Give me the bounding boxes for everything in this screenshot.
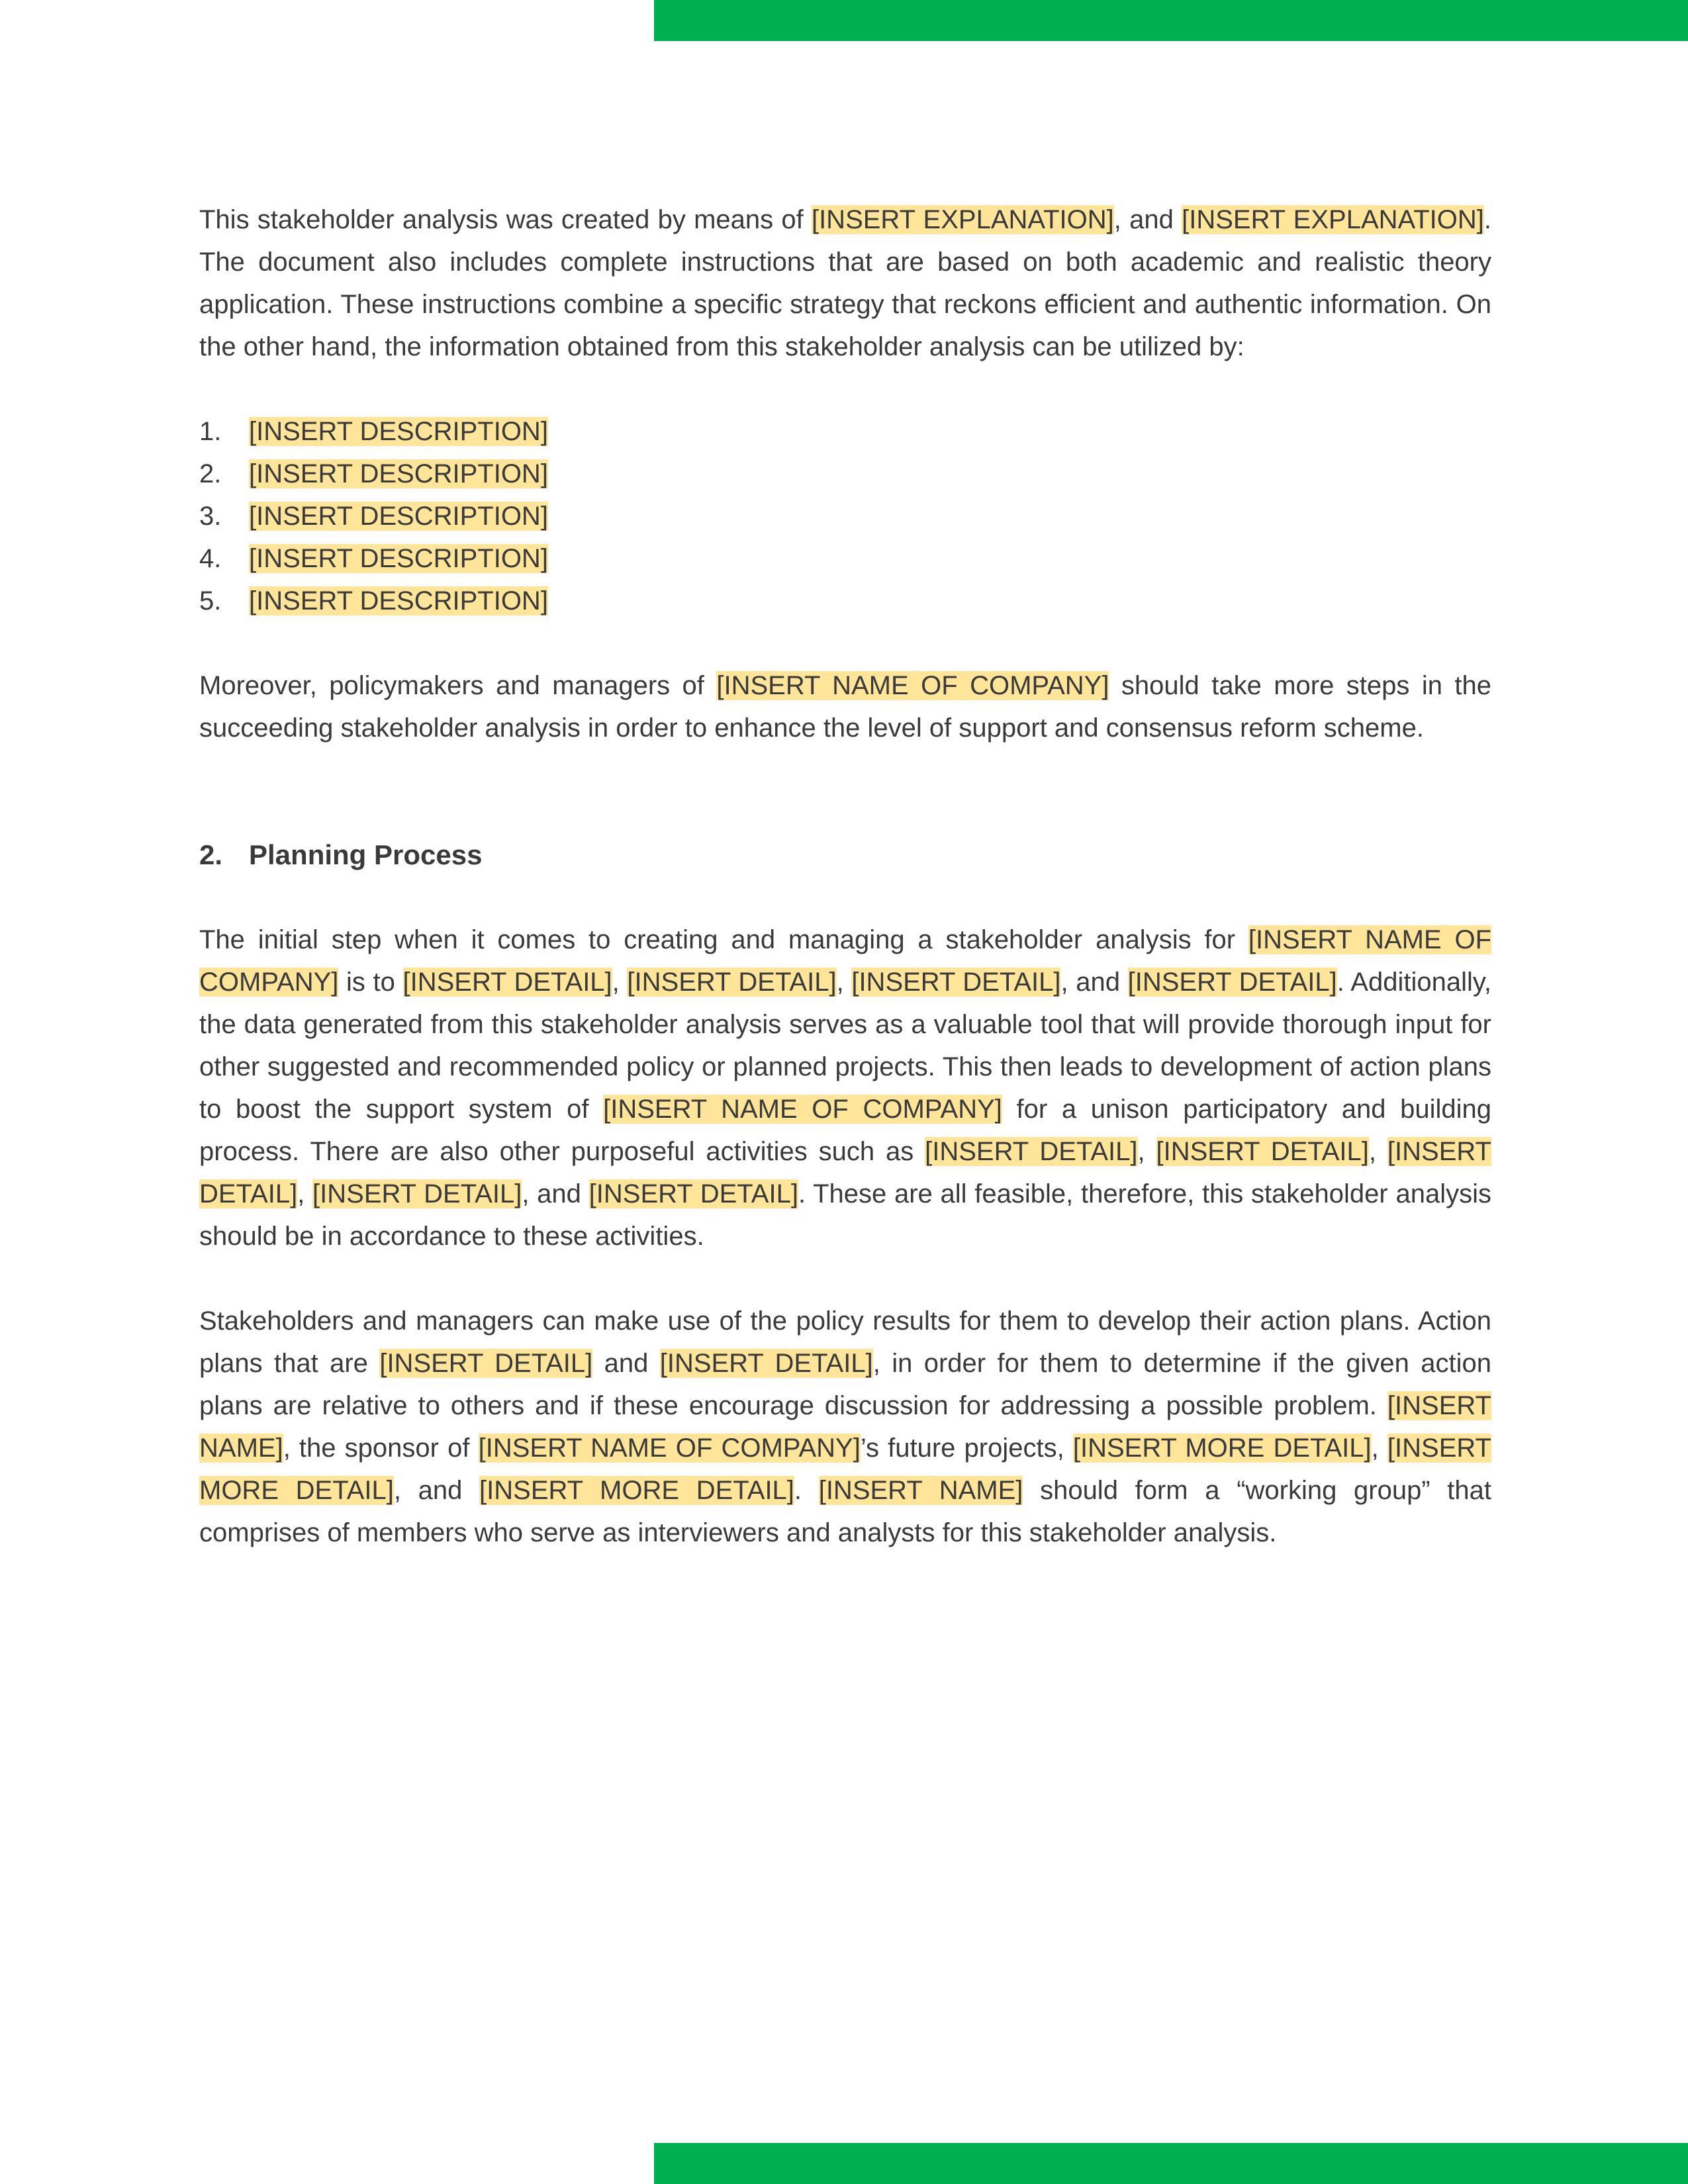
- text-run: Stakeholders and managers can make use of the policy results for them to develop their action plans. Action plans that are: [199, 1306, 1491, 1378]
- text-run: , and: [393, 1476, 480, 1505]
- placeholder-detail: [INSERT DETAIL]: [851, 968, 1061, 997]
- text-run: .: [794, 1476, 819, 1505]
- list-number: 3.: [199, 502, 222, 531]
- text-run: ,: [1137, 1137, 1156, 1166]
- placeholder-description: [INSERT DESCRIPTION]: [249, 586, 548, 615]
- text-run: ,: [612, 968, 628, 997]
- placeholder-name: [INSERT NAME]: [818, 1476, 1023, 1505]
- list-number: 5.: [199, 586, 222, 615]
- bottom-accent-bar: [654, 2143, 1688, 2184]
- list-item: [199, 580, 1491, 622]
- placeholder-company-name: [INSERT NAME OF COMPANY]: [716, 671, 1109, 700]
- intro-paragraph: [199, 199, 1491, 368]
- placeholder-detail: [INSERT DETAIL]: [627, 968, 837, 997]
- text-run: . These are all feasible, therefore, this stakeholder analysis should be in accordance to these activities.: [199, 1179, 1491, 1251]
- placeholder-description: [INSERT DESCRIPTION]: [249, 544, 548, 573]
- placeholder-detail: [INSERT DETAIL]: [199, 1137, 1491, 1208]
- text-run: Moreover, policymakers and managers of: [199, 671, 717, 700]
- text-run: should take more steps in the succeeding stakeholder analysis in order to enhance the level of support and consensus reform scheme.: [199, 671, 1491, 743]
- list-item: [199, 537, 1491, 580]
- placeholder-company-name: [INSERT NAME OF COMPANY]: [603, 1095, 1002, 1124]
- list-item: [199, 453, 1491, 495]
- placeholder-detail: [INSERT DETAIL]: [659, 1349, 873, 1378]
- text-run: , in order for them to determine if the given action plans are relative to others and if these encourage discussion for addressing a possible problem.: [199, 1349, 1491, 1420]
- text-run: , and: [1113, 205, 1182, 234]
- text-run: , and: [1060, 968, 1128, 997]
- text-run: ’s future projects,: [860, 1433, 1073, 1463]
- working-group-paragraph: [199, 1300, 1491, 1554]
- placeholder-description: [INSERT DESCRIPTION]: [249, 459, 548, 488]
- text-run: . Additionally, the data generated from this stakeholder analysis serves as a valuable tool that will provide thorough input for other suggested and recommended policy or planned projects. This then leads to development of action plans to boost the support system of: [199, 968, 1491, 1124]
- usage-list: [199, 410, 1491, 622]
- placeholder-description: [INSERT DESCRIPTION]: [249, 417, 548, 446]
- text-run: ,: [297, 1179, 313, 1208]
- text-run: should form a “working group” that comprises of members who serve as interviewers and analysts for this stakeholder analysis.: [199, 1476, 1492, 1547]
- section-title: Planning Process: [249, 839, 483, 870]
- planning-paragraph: [199, 919, 1491, 1257]
- placeholder-company-name: [INSERT NAME OF COMPANY]: [199, 925, 1492, 997]
- top-accent-bar: [654, 0, 1688, 41]
- text-run: and: [592, 1349, 660, 1378]
- list-item: [199, 410, 1491, 453]
- text-run: , the sponsor of: [283, 1433, 479, 1463]
- placeholder-explanation: [INSERT EXPLANATION]: [1182, 205, 1484, 234]
- placeholder-detail: [INSERT DETAIL]: [379, 1349, 593, 1378]
- section-number: 2.: [199, 839, 223, 870]
- placeholder-more-detail: [INSERT MORE DETAIL]: [479, 1476, 794, 1505]
- text-run: This stakeholder analysis was created by means of: [199, 205, 812, 234]
- text-run: ,: [836, 968, 852, 997]
- placeholder-more-detail: [INSERT MORE DETAIL]: [1072, 1433, 1372, 1463]
- text-run: . The document also includes complete instructions that are based on both academic and realistic theory application. These instructions combine a specific strategy that reckons efficient and authentic information. On the other hand, the information obtained from this stakeholder analysis can be utilized by:: [199, 205, 1492, 361]
- placeholder-name: [INSERT NAME]: [199, 1391, 1491, 1463]
- moreover-paragraph: [199, 664, 1491, 749]
- placeholder-detail: [INSERT DETAIL]: [588, 1179, 798, 1208]
- placeholder-detail: [INSERT DETAIL]: [1156, 1137, 1369, 1166]
- text-run: , and: [522, 1179, 589, 1208]
- placeholder-company-name: [INSERT NAME OF COMPANY]: [478, 1433, 861, 1463]
- placeholder-detail: [INSERT DETAIL]: [1127, 968, 1337, 997]
- placeholder-detail: [INSERT DETAIL]: [402, 968, 612, 997]
- text-run: for a unison participatory and building process. There are also other purposeful activities such as: [199, 1095, 1491, 1166]
- list-number: 2.: [199, 459, 222, 488]
- placeholder-detail: [INSERT DETAIL]: [312, 1179, 522, 1208]
- text-run: is to: [338, 968, 403, 997]
- text-run: The initial step when it comes to creating and managing a stakeholder analysis for: [199, 925, 1248, 954]
- list-item: [199, 495, 1491, 537]
- text-run: ,: [1371, 1433, 1387, 1463]
- list-number: 1.: [199, 417, 222, 446]
- placeholder-description: [INSERT DESCRIPTION]: [249, 502, 548, 531]
- placeholder-explanation: [INSERT EXPLANATION]: [811, 205, 1114, 234]
- document-body: [199, 199, 1491, 1554]
- section-heading: [199, 834, 1491, 876]
- placeholder-detail: [INSERT DETAIL]: [925, 1137, 1138, 1166]
- list-number: 4.: [199, 544, 222, 573]
- text-run: ,: [1368, 1137, 1387, 1166]
- placeholder-more-detail: [INSERT MORE DETAIL]: [199, 1433, 1491, 1505]
